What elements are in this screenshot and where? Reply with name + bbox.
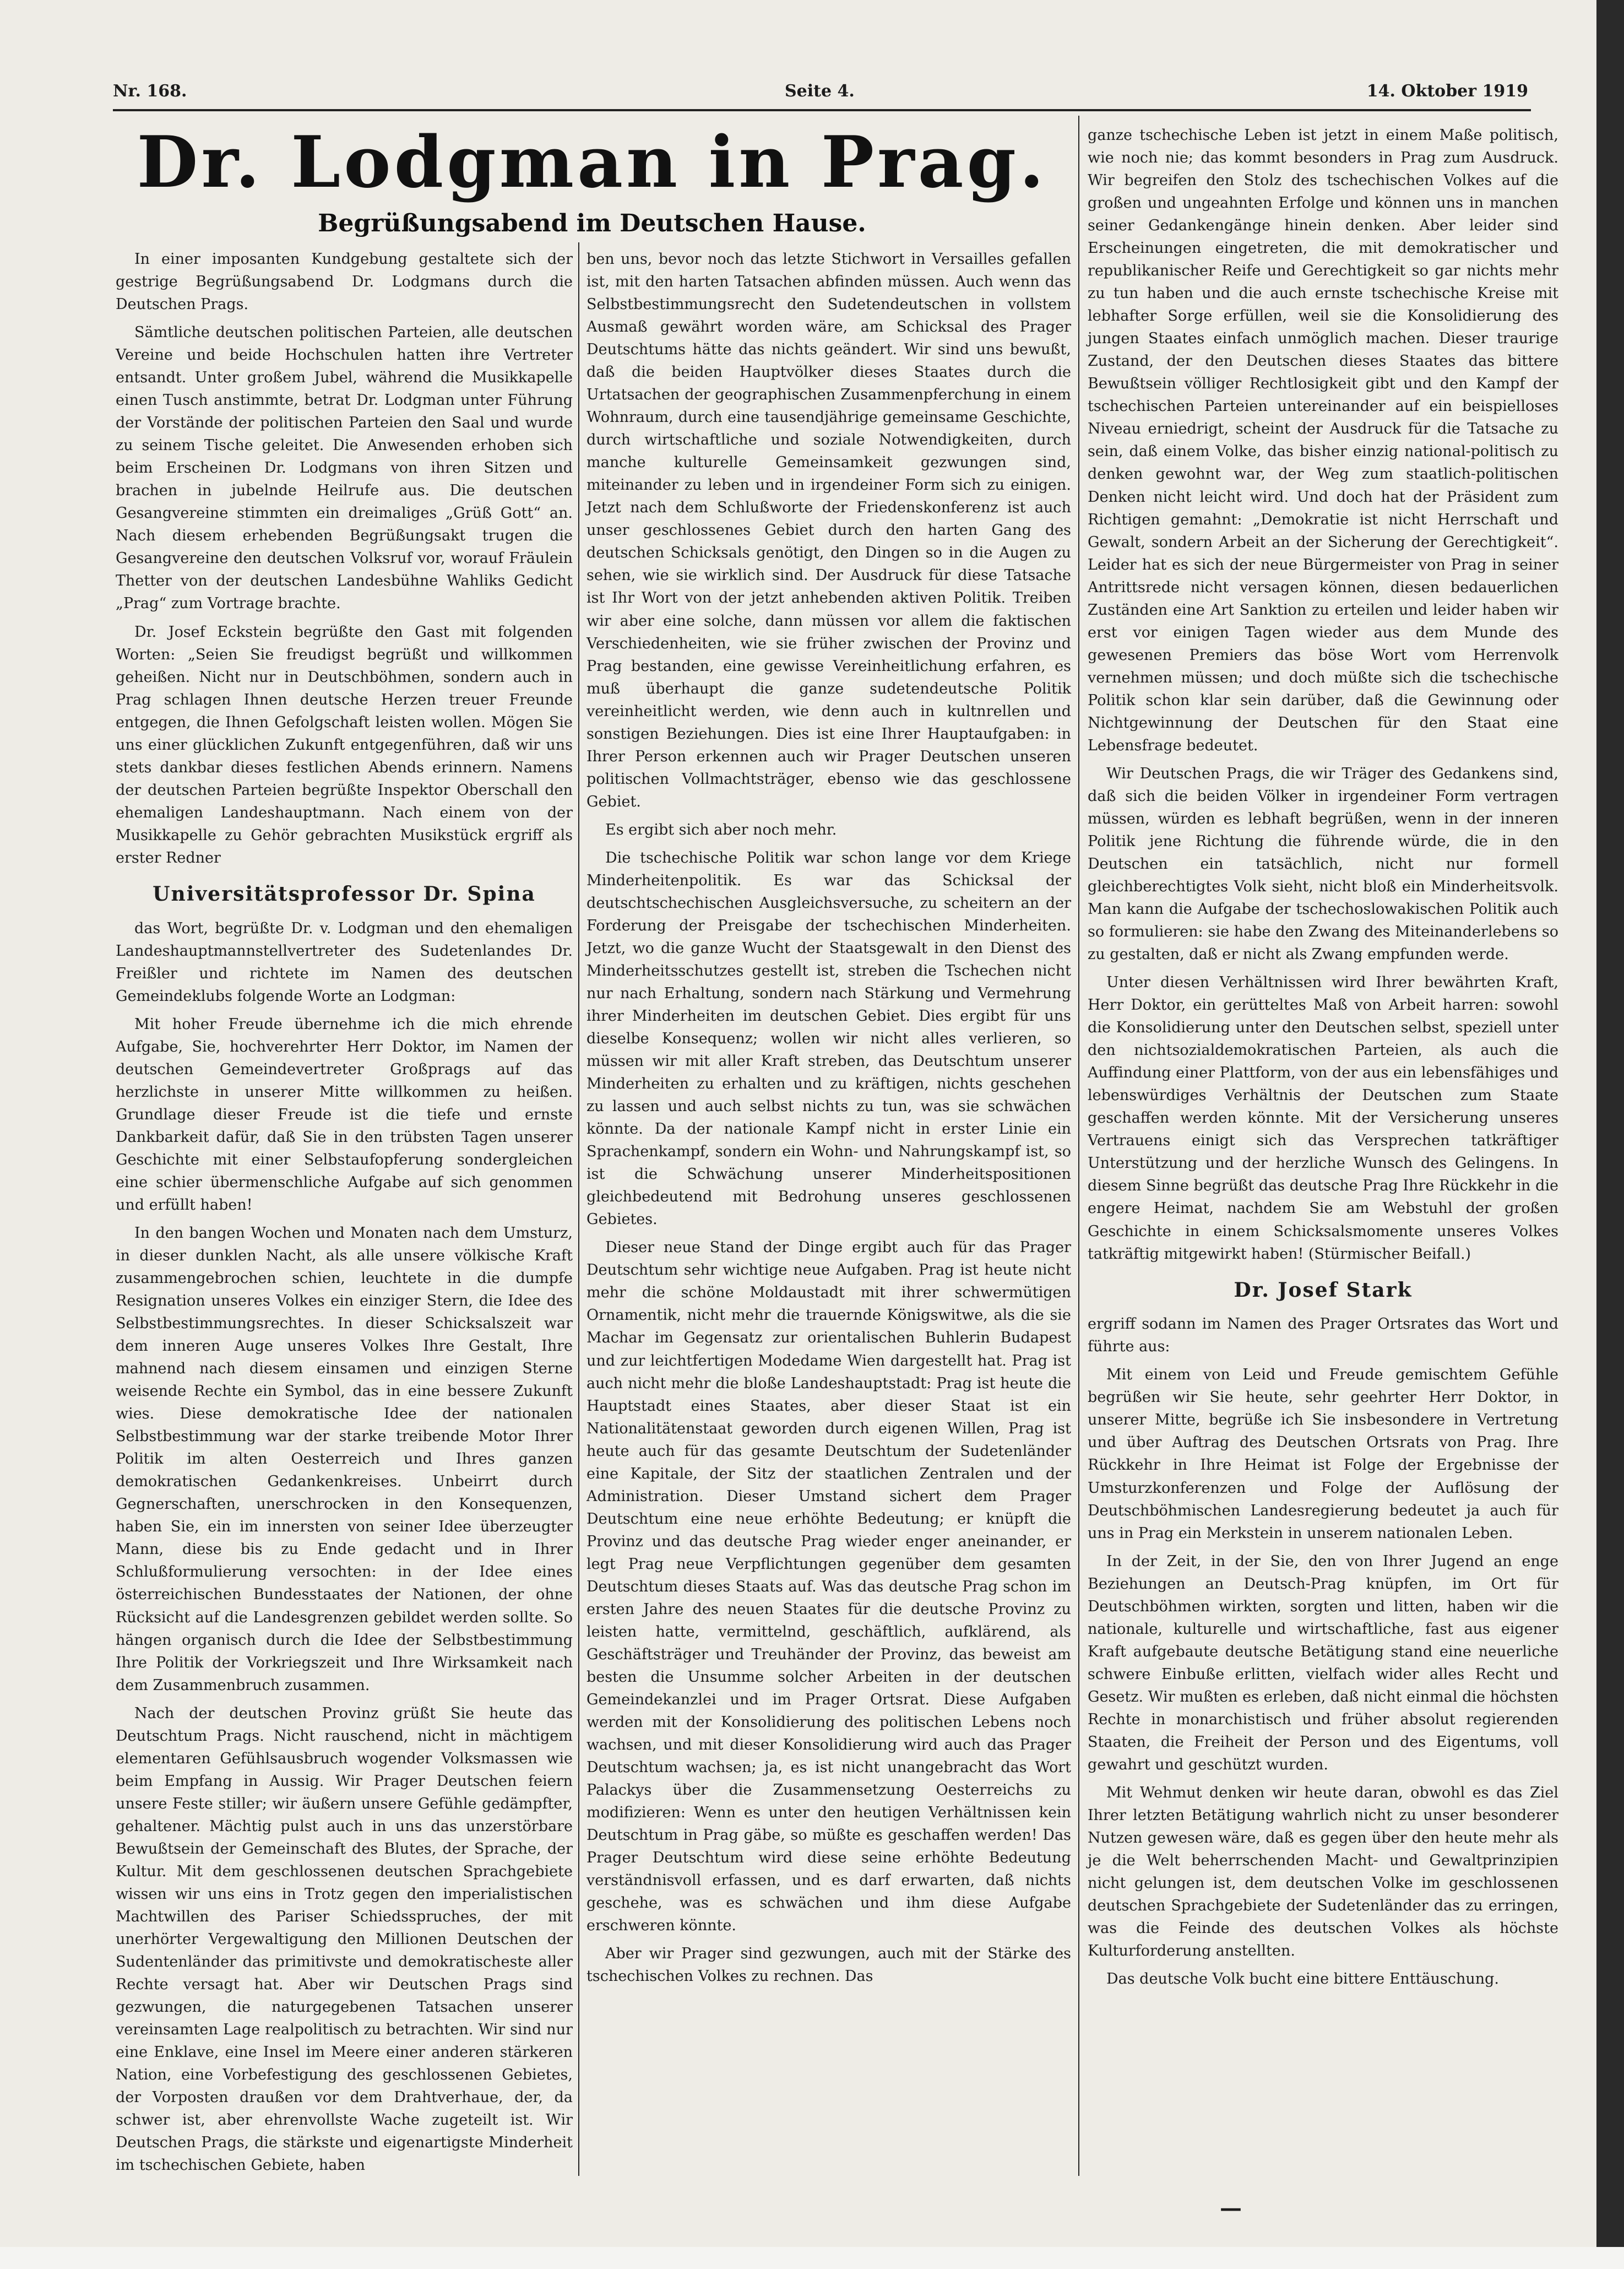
paragraph: Die tschechische Politik war schon lange vor dem Kriege Minderheitenpolitik. Es war das Schicksal der deutschtschechischen Ausgleichsversuche, zu scheitern an der Forderung der Preisgabe der tschechischen Minderheiten. Jetzt, wo die ganze Wucht der Staatsgewalt in den Dienst des Minderheitsschutzes gestellt ist, streben die Tschechen nicht nur nach Erhaltung, sondern nach Stärkung und Vermehrung ihrer Minderheiten im deutschen Gebiet. Dies ergibt für uns dieselbe Konsequenz; wollen wir nicht alles verlieren, so müssen wir mit aller Kraft streben, das Deutschtum unserer Minderheiten zu erhalten und zu kräftigen, nichts geschehen zu lassen und auch selbst nichts zu tun, was sie schwächen könnte. Da der nationale Kampf nicht in erster Linie ein Sprachenkampf, sondern ein Wohn- und Nahrungskampf ist, so ist die Schwächung unserer Minderheitspositionen gleichbedeutend mit Bedrohung unseres geschlossenen Gebietes. [586, 849, 1071, 1228]
paragraph: Aber wir Prager sind gezwungen, auch mit der Stärke des tschechischen Volkes zu rechnen. Das [586, 1945, 1071, 1985]
paragraph: Wir Deutschen Prags, die wir Träger des Gedankens sind, daß sich die beiden Völker in irgendeiner Form vertragen müssen, würden es lebhaft begrüßen, wenn in der inneren Politik jene Richtung die führende würde, die in den Deutschen ein tatsächlich, nicht nur formell gleichberechtigtes Volk sieht, nicht bloß ein Minderheitsvolk. Man kann die Aufgabe der tschechoslowakischen Politik auch so formulieren: sie habe den Zwang des Miteinanderlebens so zu gestalten, daß er nicht als Zwang empfunden werde. [1088, 765, 1558, 963]
scan-bottom-edge [0, 2247, 1624, 2269]
column-1 [116, 248, 573, 2182]
header-rule [113, 109, 1531, 111]
paragraph: ganze tschechische Leben ist jetzt in einem Maße politisch, wie noch nie; das kommt besonders in Prag zum Ausdruck. Wir begreifen den Stolz des tschechischen Volkes auf die großen und ungeahnten Erfolge und können uns in manchen seiner Gedankengänge hinein denken. Aber leider sind Erscheinungen eingetreten, die mit demokratischer und republikanischer Reife und Gerechtigkeit so gar nichts mehr zu tun haben und die auch ernste tschechische Kreise mit lebhafter Sorge erfüllen, weil sie die Konsolidierung des jungen Staates einfach unmöglich machen. Dieser traurige Zustand, der den Deutschen dieses Staates das bittere Bewußtsein völliger Rechtlosigkeit gibt und den Kampf der tschechischen Parteien untereinander auf ein beispielloses Niveau erniedrigt, scheint der Ausdruck für die Tatsache zu sein, daß einem Volke, das bisher einzig national-politisch zu denken gewohnt war, der Weg zum staatlich-politischen Denken nicht leicht wird. Und doch hat der Präsident zum Richtigen gemahnt: „Demokratie ist nicht Herrschaft und Gewalt, sondern Arbeit an der Sicherung der Gerechtigkeit“. Leider hat es sich der neue Bürgermeister von Prag in seiner Antrittsrede nicht versagen können, diesen bedauerlichen Zuständen eine Art Sanktion zu erteilen und leider haben wir erst vor einigen Tagen wieder aus dem Munde des gewesenen Premiers das böse Wort vom Herrenvolk vernehmen müssen; und doch müßte sich die tschechische Politik schon klar sein darüber, daß die Gewinnung oder Nichtgewinnung der Deutschen für den Staat eine Lebensfrage bedeutet. [1088, 127, 1558, 754]
paragraph: ben uns, bevor noch das letzte Stichwort in Versailles gefallen ist, mit den harten Tatsachen abfinden müssen. Auch wenn das Selbstbestimmungsrecht den Sudetendeutschen in vollstem Ausmaß gewährt worden wäre, am Schicksal des Prager Deutschtums hätte das nichts geändert. Wir sind uns bewußt, daß die beiden Hauptvölker dieses Staates durch die Urtatsachen der geographischen Zusammenpferchung in einem Wohnraum, durch eine tausendjährige gemeinsame Geschichte, durch wirtschaftliche und soziale Notwendigkeiten, durch manche kulturelle Gemeinsamkeit gezwungen sind, miteinander zu leben und in irgendeiner Form sich zu einigen. Jetzt nach dem Schlußworte der Friedenskonferenz ist auch unser geschlossenes Gebiet durch den harten Gang des deutschen Schicksals genötigt, den Dingen so in die Augen zu sehen, wie sie wirklich sind. Der Ausdruck für diese Tatsache ist Ihr Wort von der jetzt anhebenden aktiven Politik. Treiben wir aber eine solche, dann müssen vor allem die faktischen Verschiedenheiten, wie sie früher zwischen der Provinz und Prag bestanden, eine gewisse Vereinheitlichung erfahren, es muß überhaupt die ganze sudetendeutsche Politik vereinheitlicht werden, wie denn auch in kultnrellen und sonstigen Beziehungen. Dies ist eine Ihrer Hauptaufgaben: in Ihrer Person erkennen auch wir Prager Deutschen unseren politischen Vollmachtsträger, ebenso wie das geschlossene Gebiet. [586, 251, 1071, 810]
paragraph: Mit hoher Freude übernehme ich die mich ehrende Aufgabe, Sie, hochverehrter Herr Doktor, im Namen der deutschen Gemeindevertreter Großprags auf das herzlichste in unserer Mitte willkommen zu heißen. Grundlage dieser Freude ist die tiefe und ernste Dankbarkeit dafür, daß Sie in den trübsten Tagen unserer Geschichte mit einer Selbstaufopferung sondergleichen eine schier übermenschliche Aufgabe auf sich genommen und erfüllt haben! [116, 1015, 573, 1214]
paragraph: Unter diesen Verhältnissen wird Ihrer bewährten Kraft, Herr Doktor, ein gerütteltes Maß von Arbeit harren: sowohl die Konsolidierung unter den Deutschen selbst, speziell unter den nichtsozialdemokratischen Parteien, als auch die Auffindung einer Plattform, von der aus ein lebensfähiges und lebenswürdiges Verhältnis der Deutschen zum Staate geschaffen werden könnte. Mit der Versicherung unseres Vertrauens einigt sich das Versprechen tatkräftiger Unterstützung und der herzliche Wunsch des Gelingens. In diesem Sinne begrüßt das deutsche Prag Ihre Rückkehr in die engere Heimat, nachdem Sie am Webstuhl der großen Geschichte in einem Schicksalsmomente unseres Volkes tatkräftig mitgewirkt haben! (Stürmischer Beifall.) [1088, 974, 1558, 1263]
end-mark: — [1220, 2195, 1242, 2221]
article-title: Dr. Lodgman in Prag. [137, 121, 1047, 204]
paragraph: ergriff sodann im Namen des Prager Ortsrates das Wort und führte aus: [1088, 1315, 1558, 1356]
paragraph: Dieser neue Stand der Dinge ergibt auch für das Prager Deutschtum sehr wichtige neue Aufgaben. Prag ist heute nicht mehr die schöne Moldaustadt mit ihrer schwermütigen Ornamentik, nicht mehr die trauernde Königswitwe, als die sie Machar im Gegensatz zur orientalischen Buhlerin Budapest und zur leichtfertigen Modedame Wien dargestellt hat. Prag ist auch nicht mehr die bloße Landeshauptstadt: Prag ist heute die Hauptstadt eines Staates, aber dieser Staat ist ein Nationalitätenstaat geworden durch eigenen Willen, Prag ist heute auch für das gesamte Deutschtum der Sudetenländer eine Kapitale, der Sitz der staatlichen Zentralen und der Administration. Dieser Umstand sichert dem Prager Deutschtum eine neue erhöhte Bedeutung; er knüpft die Provinz und das deutsche Prag wieder enger aneinander, er legt Prag neue Verpflichtungen gegenüber dem gesamten Deutschtum dieses Staats auf. Was das deutsche Prag schon im ersten Jahre des neuen Staates für die deutsche Provinz zu leisten hatte, vermittelnd, geschäftlich, aufklärend, als Geschäftsträger und Treuhänder der Provinz, das beweist am besten die Unsumme solcher Arbeiten in der deutschen Gemeindekanzlei und im Prager Ortsrat. Diese Aufgaben werden mit der Konsolidierung des politischen Lebens noch wachsen, und mit dieser Konsolidierung wird auch das Prager Deutschtum wachsen; ja, es ist nicht unangebracht das Wort Palackys über die Zusammensetzung Oesterreichs zu modifizieren: Wenn es unter den heutigen Verhältnissen kein Deutschtum in Prag gäbe, so müßte es geschaffen werden! Das Prager Deutschtum wird diese seine erhöhte Bedeutung verständnisvoll erfassen, und es darf erwarten, daß nichts geschehe, was es schwächen und ihm diese Aufgabe erschweren könnte. [586, 1239, 1071, 1935]
paragraph: In den bangen Wochen und Monaten nach dem Umsturz, in dieser dunklen Nacht, als alle unsere völkische Kraft zusammengebrochen schien, leuchtete in die dumpfe Resignation unseres Volkes ein einziger Stern, die Idee des Selbstbestimmungsrechtes. In dieser Schicksalszeit war dem inneren Auge unseres Volkes Ihre Gestalt, Ihre mahnend nach diesem einsamen und einzigen Sterne weisende Rechte ein Symbol, das in eine bessere Zukunft wies. Diese demokratische Idee der nationalen Selbstbestimmung war der starke treibende Motor Ihrer Politik im alten Oesterreich und Ihres ganzen demokratischen Gedankenkreises. Unbeirrt durch Gegnerschaften, unerschrocken in den Konsequenzen, haben Sie, ein im innersten von seiner Idee überzeugter Mann, diese bis zu Ende gedacht und in Ihrer Schlußformulierung versochten: in der Idee eines österreichischen Bundesstaates der Nationen, der ohne Rücksicht auf die Landesgrenzen gebildet werden sollte. So hängen organisch durch die Idee der Selbstbestimmung Ihre Politik der Vorkriegszeit und Ihre Wirksamkeit nach dem Zusammenbruch zusammen. [116, 1224, 573, 1694]
scan-edge [1596, 0, 1624, 2269]
page-number: Seite 4. [785, 82, 855, 101]
paragraph: Sämtliche deutschen politischen Parteien, alle deutschen Vereine und beide Hochschulen hatten ihre Vertreter entsandt. Unter großem Jubel, während die Musikkapelle einen Tusch anstimmte, betrat Dr. Lodgman unter Führung der Vorstände der politischen Parteien den Saal und wurde zu seinem Tische geleitet. Die Anwesenden erhoben sich beim Erscheinen Dr. Lodgmans von ihren Sitzen und brachen in jubelnde Heilrufe aus. Die deutschen Gesangvereine stimmten ein dreimaliges „Grüß Gott“ an. Nach diesem erhebenden Begrüßungsakt trugen die Gesangvereine den deutschen Volksruf vor, worauf Fräulein Thetter von der deutschen Landesbühne Wahliks Gedicht „Prag“ zum Vortrage brachte. [116, 324, 573, 613]
paragraph: das Wort, begrüßte Dr. v. Lodgman und den ehemaligen Landeshauptmannstellvertreter des Sudetenlandes Dr. Freißler und richtete im Namen des deutschen Gemeindeklubs folgende Worte an Lodgman: [116, 919, 573, 1005]
paragraph: In der Zeit, in der Sie, den von Ihrer Jugend an enge Beziehungen an Deutsch-Prag knüpfen, im Ort für Deutschböhmen wirkten, sorgten und litten, haben wir die nationale, kulturelle und wirtschaftliche, fast aus eigener Kraft aufgebaute deutsche Betätigung stand eine neuerliche schwere Einbuße erlitten, vielfach wider alles Recht und Gesetz. Wir mußten es erleben, daß nicht einmal die höchsten Rechte in monarchistisch und früher absolut regierenden Staaten, die Freiheit der Person und des Eigentums, voll gewahrt und geschützt wurden. [1088, 1552, 1558, 1773]
column-divider-1 [578, 242, 579, 2176]
paragraph: Es ergibt sich aber noch mehr. [605, 821, 837, 838]
issue-date: 14. Oktober 1919 [1366, 82, 1528, 101]
column-3 [1088, 124, 1558, 1996]
page-header [113, 77, 1528, 110]
paragraph: In einer imposanten Kundgebung gestaltete sich der gestrige Begrüßungsabend Dr. Lodgmans durch die Deutschen Prags. [116, 251, 573, 313]
paragraph: Mit einem von Leid und Freude gemischtem Gefühle begrüßen wir Sie heute, sehr geehrter Herr Doktor, in unserer Mitte, begrüße ich Sie insbesondere in Vertretung und über Auftrag des Deutschen Ortsrats von Prag. Ihre Rückkehr in Ihre Heimat ist Folge der Ergebnisse der Umsturzkonferenzen und Folge der Auflösung der Deutschböhmischen Landesregierung bedeutet ja auch für uns in Prag ein Merkstein in unserem nationalen Leben. [1088, 1366, 1558, 1542]
speaker-heading: Dr. Josef Stark [1234, 1278, 1413, 1302]
speaker-heading: Universitätsprofessor Dr. Spina [153, 882, 536, 906]
column-divider-2 [1078, 116, 1079, 2176]
paragraph: Dr. Josef Eckstein begrüßte den Gast mit folgenden Worten: „Seien Sie freudigst begrüßt und willkommen geheißen. Nicht nur in Deutschböhmen, sondern auch in Prag schlagen Ihnen deutsche Herzen treuer Freunde entgegen, die Ihnen Gefolgschaft leisten wollen. Mögen Sie uns einer glücklichen Zukunft entgegenführen, daß wir uns stets dankbar dieses festlichen Abends erinnern. Namens der deutschen Parteien begrüßte Inspektor Oberschall den ehemaligen Landeshauptmann. Nach einem von der Musikkapelle zu Gehör gebrachten Musikstück ergriff als erster Redner [116, 623, 573, 867]
article-subtitle: Begrüßungsabend im Deutschen Hause. [318, 209, 866, 237]
paragraph: Das deutsche Volk bucht eine bittere Enttäuschung. [1106, 1970, 1500, 1988]
column-2 [586, 248, 1071, 1993]
paragraph: Mit Wehmut denken wir heute daran, obwohl es das Ziel Ihrer letzten Betätigung wahrlich nicht zu unser besonderer Nutzen gewesen wäre, daß es gegen über den heute mehr als je die Welt beherrschenden Macht- und Gewaltprinzipien nicht gelungen ist, dem deutschen Volke im geschlossenen deutschen Sprachgebiete der Sudetenländer das zu erringen, was die Feinde des deutschen Volkes als höchste Kulturforderung anstellten. [1088, 1784, 1558, 1960]
issue-number: Nr. 168. [113, 82, 187, 101]
paragraph: Nach der deutschen Provinz grüßt Sie heute das Deutschtum Prags. Nicht rauschend, nicht in mächtigem elementaren Gefühlsausbruch wogender Volksmassen wie beim Empfang in Aussig. Wir Prager Deutschen feiern unsere Feste stiller; wir äußern unsere Gefühle gedämpfter, gehaltener. Mächtig pulst auch in uns das unzerstörbare Bewußtsein der Gemeinschaft des Blutes, der Sprache, der Kultur. Mit dem geschlossenen deutschen Sprachgebiete wissen wir uns eins in Trotz gegen den imperialistischen Machtwillen des Pariser Schiedsspruches, der mit unerhörter Vergewaltigung den Millionen Deutschen der Sudentenländer das primitivste und demokratischeste aller Rechte versagt hat. Aber wir Deutschen Prags sind gezwungen, die naturgegebenen Tatsachen unserer vereinsamten Lage realpolitisch zu betrachten. Wir sind nur eine Enklave, eine Insel im Meere einer anderen stärkeren Nation, eine Vorbefestigung des geschlossenen Gebietes, der Vorposten draußen vor dem Drahtverhaue, der, da schwer ist, aber ehrenvollste Wache zugeteilt ist. Wir Deutschen Prags, die stärkste und eigenartigste Minderheit im tschechischen Gebiete, haben [116, 1704, 573, 2174]
